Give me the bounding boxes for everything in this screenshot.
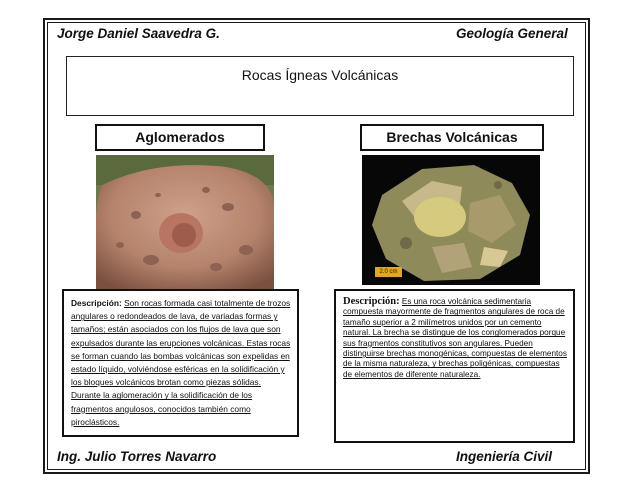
page-title: Rocas Ígneas Volcánicas — [241, 67, 399, 83]
brechas-label: Brechas Volcánicas — [360, 124, 544, 151]
aglomerados-description — [71, 297, 291, 429]
brechas-description-text: Es una roca volcánica sedimentaria compuesta mayormente de fragmentos angulares de roca de tamaño superior a 2 milímetros unidos por un cemento natural. La brecha se distingue de los conglomerados porque sus fragmentos constitutivos son angulares. Pueden distinguirse brechas monogénicas, compuestas de elementos de la misma naturaleza, y brechas poligénicas, compuestas de elementos de diferente naturaleza. — [343, 297, 567, 379]
brechas-description — [343, 297, 567, 380]
aglomerados-description-keyword: Descripción: — [71, 298, 122, 308]
aglomerados-label: Aglomerados — [95, 124, 265, 151]
scale-bar: 2.0 cm — [375, 267, 402, 277]
aglomerados-description-text: Son rocas formada casi totalmente de trozos angulares o redondeados de lava, de variadas formas y tamaños; están asociados con los flujos de lava que son expulsados durante las erupciones volcánicas. Estas rocas se forman cuando las bombas volcánicas son expelidas en estado líquido, volviéndose esféricas en la solidificación y los bloques volcánicos brotan como piezas sólidas. Durante la aglomeración y la solidificación de los fragmentos angulosos, conocidos también como piroclásticos. — [71, 298, 291, 427]
career-name: Ingeniería Civil — [456, 449, 553, 464]
course-name: Geología General — [456, 26, 568, 41]
title-box — [66, 56, 574, 116]
aglomerado-photo — [96, 155, 274, 290]
aglomerados-description-box — [62, 289, 299, 437]
brechas-description-keyword: Descripción: — [343, 296, 400, 307]
author-name: Jorge Daniel Saavedra G. — [57, 26, 220, 41]
teacher-name: Ing. Julio Torres Navarro — [57, 449, 217, 464]
brechas-description-box — [334, 289, 575, 443]
brecha-photo — [362, 155, 540, 285]
